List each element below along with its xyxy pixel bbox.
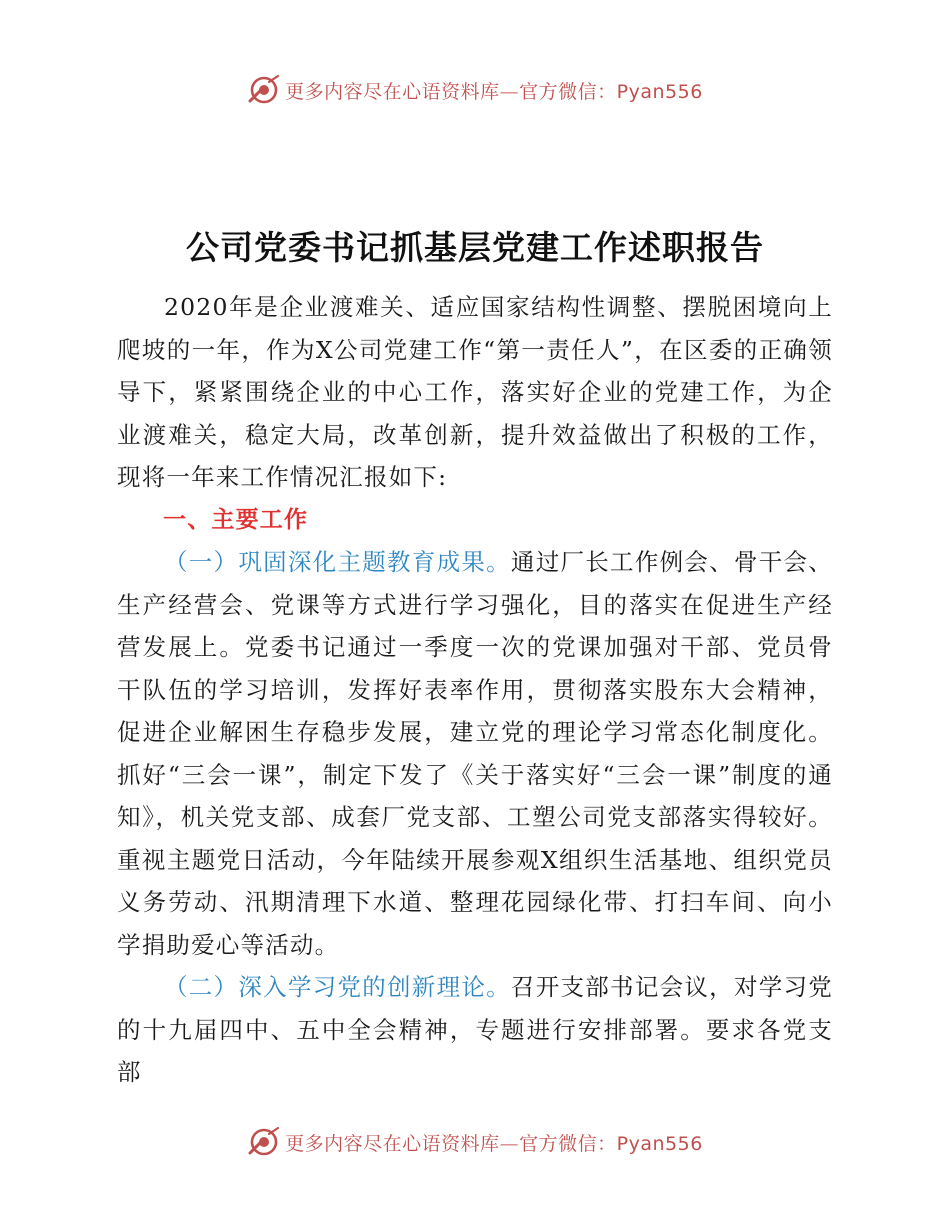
watermark-text: 更多内容尽在心语资料库—官方微信：Pyan556	[285, 1132, 703, 1155]
page-title: 公司党委书记抓基层党建工作述职报告	[186, 228, 764, 267]
paragraph-item-2	[117, 966, 833, 1094]
paragraph-text: 召开支部书记会议，对学习党的十九届四中、五中全会精神，专题进行安排部署。要求各党支部	[117, 973, 833, 1086]
paragraph-item-1	[117, 541, 833, 966]
intro-paragraph: 2020年是企业渡难关、适应国家结构性调整、摆脱困境向上爬坡的一年，作为X公司党建工作“第一责任人”，在区委的正确领导下，紧紧围绕企业的中心工作，落实好企业的党建工作，为企业渡难关，稳定大局，改革创新，提升效益做出了积极的工作，现将一年来工作情况汇报如下:	[117, 293, 833, 491]
subsection-heading: （二）深入学习党的创新理论。	[164, 973, 511, 1001]
watermark-logo-icon	[247, 73, 281, 107]
watermark-text: 更多内容尽在心语资料库—官方微信：Pyan556	[285, 80, 703, 103]
footer-watermark	[0, 1122, 950, 1162]
paragraph-text: 通过厂长工作例会、骨干会、生产经营会、党课等方式进行学习强化，目的落实在促进生产经营发展上。党委书记通过一季度一次的党课加强对干部、党员骨干队伍的学习培训，发挥好表率作用，贯彻落实股东大会精神，促进企业解困生存稳步发展，建立党的理论学习常态化制度化。抓好“三会一课”，制定下发了《关于落实好“三会一课”制度的通知》，机关党支部、成套厂党支部、工塑公司党支部落实得较好。重视主题党日活动，今年陆续开展参观X组织生活基地、组织党员义务劳动、汛期清理下水道、整理花园绿化带、打扫车间、向小学捐助爱心等活动。	[117, 548, 833, 959]
watermark-logo-icon	[247, 1125, 281, 1159]
section-heading: 一、主要工作	[163, 506, 309, 533]
header-watermark	[0, 70, 950, 110]
document-body	[117, 286, 833, 1094]
subsection-heading: （一）巩固深化主题教育成果。	[164, 548, 511, 576]
